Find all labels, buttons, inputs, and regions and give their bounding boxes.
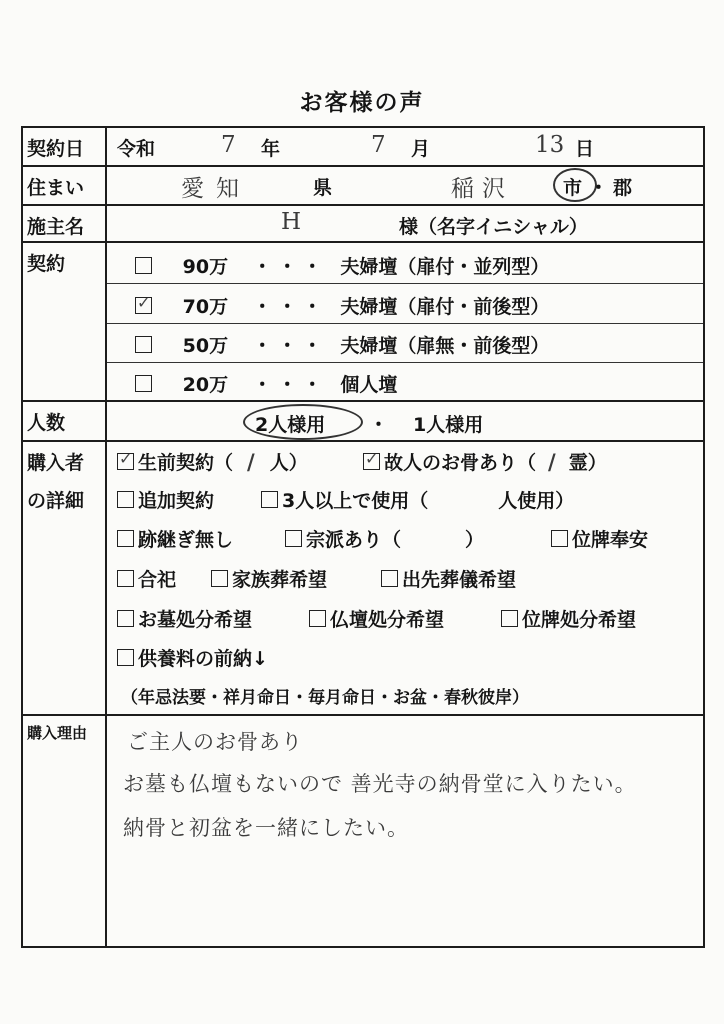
reason-line-2[interactable]: お墓も仏壇もないので 善光寺の納骨堂に入りたい。 <box>123 772 637 796</box>
option-sect[interactable] <box>285 525 484 552</box>
option-label: 3人以上で使用（ <box>282 490 429 512</box>
day-value[interactable]: 13 <box>535 132 565 158</box>
option-label: 跡継ぎ無し <box>138 529 234 551</box>
contract-option[interactable] <box>135 252 549 279</box>
count-value[interactable]: / <box>548 449 557 474</box>
option-label: 供養料の前納↓ <box>138 648 268 670</box>
checkbox-icon[interactable] <box>117 530 134 547</box>
memorial-note: （年忌法要・祥月命日・毎月命日・お盆・春秋彼岸） <box>121 688 529 708</box>
option-label: お墓処分希望 <box>138 609 253 631</box>
option-label: 生前契約（ <box>138 452 234 474</box>
plan-name: 夫婦壇（扉付・前後型） <box>340 296 550 318</box>
address-label: 住まい <box>27 177 85 199</box>
option-grave-disposal[interactable] <box>117 605 252 632</box>
price: 90万 <box>182 256 229 278</box>
dot-separator: ・ <box>589 177 609 199</box>
owner-initial[interactable]: H <box>281 209 302 235</box>
checkbox-icon[interactable] <box>117 649 134 666</box>
city-choice[interactable]: 市 <box>563 177 583 199</box>
month-value[interactable]: 7 <box>371 132 386 158</box>
plan-name: 個人壇 <box>340 374 398 396</box>
checked-checkbox-icon[interactable] <box>363 453 380 470</box>
row-divider <box>107 323 703 324</box>
people-option-1[interactable]: 1人様用 <box>413 414 484 436</box>
label-column-divider <box>105 128 107 946</box>
checkbox-icon[interactable] <box>117 570 134 587</box>
contract-label: 契約 <box>27 253 66 275</box>
count-value[interactable]: / <box>247 449 256 474</box>
checkbox-icon[interactable] <box>309 610 326 627</box>
people-separator: ・ <box>369 414 389 436</box>
month-unit: 月 <box>411 138 431 160</box>
checkbox-icon[interactable] <box>117 491 134 508</box>
option-label: 故人のお骨あり（ <box>384 452 537 474</box>
contract-option[interactable] <box>135 370 397 397</box>
row-divider <box>23 440 703 442</box>
checked-checkbox-icon[interactable] <box>117 453 134 470</box>
row-divider <box>23 165 703 167</box>
checkbox-icon[interactable] <box>211 570 228 587</box>
date-label: 契約日 <box>27 138 85 160</box>
contract-option[interactable] <box>135 331 549 358</box>
checkbox-icon[interactable] <box>551 530 568 547</box>
reason-line-3[interactable]: 納骨と初盆を一緒にしたい。 <box>123 816 409 840</box>
price: 70万 <box>182 296 229 318</box>
reason-label: 購入理由 <box>27 724 88 742</box>
price: 20万 <box>182 374 229 396</box>
option-family-funeral[interactable] <box>211 565 327 592</box>
prefecture-value[interactable]: 愛知 <box>181 176 251 202</box>
era-text: 令和 <box>117 138 156 160</box>
option-label: ） <box>465 529 485 551</box>
checkbox-icon[interactable] <box>285 530 302 547</box>
prefecture-unit: 県 <box>313 177 333 199</box>
checkbox-icon[interactable] <box>381 570 398 587</box>
option-altar-disposal[interactable] <box>309 605 444 632</box>
checkbox-icon[interactable] <box>117 610 134 627</box>
row-divider <box>23 400 703 402</box>
city-value[interactable]: 稲沢 <box>451 176 513 202</box>
option-label: 家族葬希望 <box>232 569 328 591</box>
checked-checkbox-icon[interactable] <box>135 297 152 314</box>
option-label: 位牌処分希望 <box>522 609 637 631</box>
option-label: 位牌奉安 <box>572 529 649 551</box>
year-value[interactable]: 7 <box>221 132 236 158</box>
checkbox-icon[interactable] <box>261 491 278 508</box>
option-label: 人） <box>269 452 308 474</box>
dots: ・・・ <box>252 335 328 357</box>
option-label: 人使用） <box>498 490 575 512</box>
option-label: 合祀 <box>138 569 177 591</box>
reason-line-1[interactable]: ご主人のお骨あり <box>127 730 303 754</box>
owner-suffix: 様（名字イニシャル） <box>399 216 588 238</box>
people-option-2[interactable]: 2人様用 <box>255 414 326 436</box>
option-tablet[interactable] <box>551 525 648 552</box>
option-three-plus[interactable] <box>261 486 574 513</box>
survey-form <box>21 126 705 948</box>
contract-option[interactable] <box>135 292 549 319</box>
option-no-heir[interactable] <box>117 525 233 552</box>
option-prepayment[interactable] <box>117 644 268 671</box>
row-divider <box>107 283 703 284</box>
year-unit: 年 <box>261 138 281 160</box>
option-outside-funeral[interactable] <box>381 565 516 592</box>
checkbox-icon[interactable] <box>501 610 518 627</box>
dots: ・・・ <box>252 296 328 318</box>
day-unit: 日 <box>575 138 595 160</box>
checkbox-icon[interactable] <box>135 375 152 392</box>
option-label: 霊） <box>568 452 607 474</box>
option-lifetime-contract[interactable] <box>117 448 308 475</box>
dots: ・・・ <box>252 374 328 396</box>
people-label: 人数 <box>27 412 66 434</box>
row-divider <box>23 241 703 243</box>
plan-name: 夫婦壇（扉無・前後型） <box>340 335 550 357</box>
checkbox-icon[interactable] <box>135 257 152 274</box>
option-joint-burial[interactable] <box>117 565 176 592</box>
row-divider <box>23 204 703 206</box>
checkbox-icon[interactable] <box>135 336 152 353</box>
option-remains[interactable] <box>363 448 607 475</box>
option-label: 追加契約 <box>138 490 215 512</box>
gun-option[interactable]: 郡 <box>613 177 633 199</box>
option-label: 宗派あり（ <box>306 529 402 551</box>
details-label-2: の詳細 <box>27 490 85 512</box>
row-divider <box>23 714 703 716</box>
option-label: 出先葬儀希望 <box>402 569 517 591</box>
option-tablet-disposal[interactable] <box>501 605 636 632</box>
row-divider <box>107 362 703 363</box>
page-title: お客様の声 <box>299 90 425 116</box>
plan-name: 夫婦壇（扉付・並列型） <box>340 256 550 278</box>
owner-label: 施主名 <box>27 216 85 238</box>
price: 50万 <box>182 335 229 357</box>
dots: ・・・ <box>252 256 328 278</box>
option-additional[interactable] <box>117 486 214 513</box>
details-label-1: 購入者 <box>27 452 85 474</box>
option-label: 仏壇処分希望 <box>330 609 445 631</box>
